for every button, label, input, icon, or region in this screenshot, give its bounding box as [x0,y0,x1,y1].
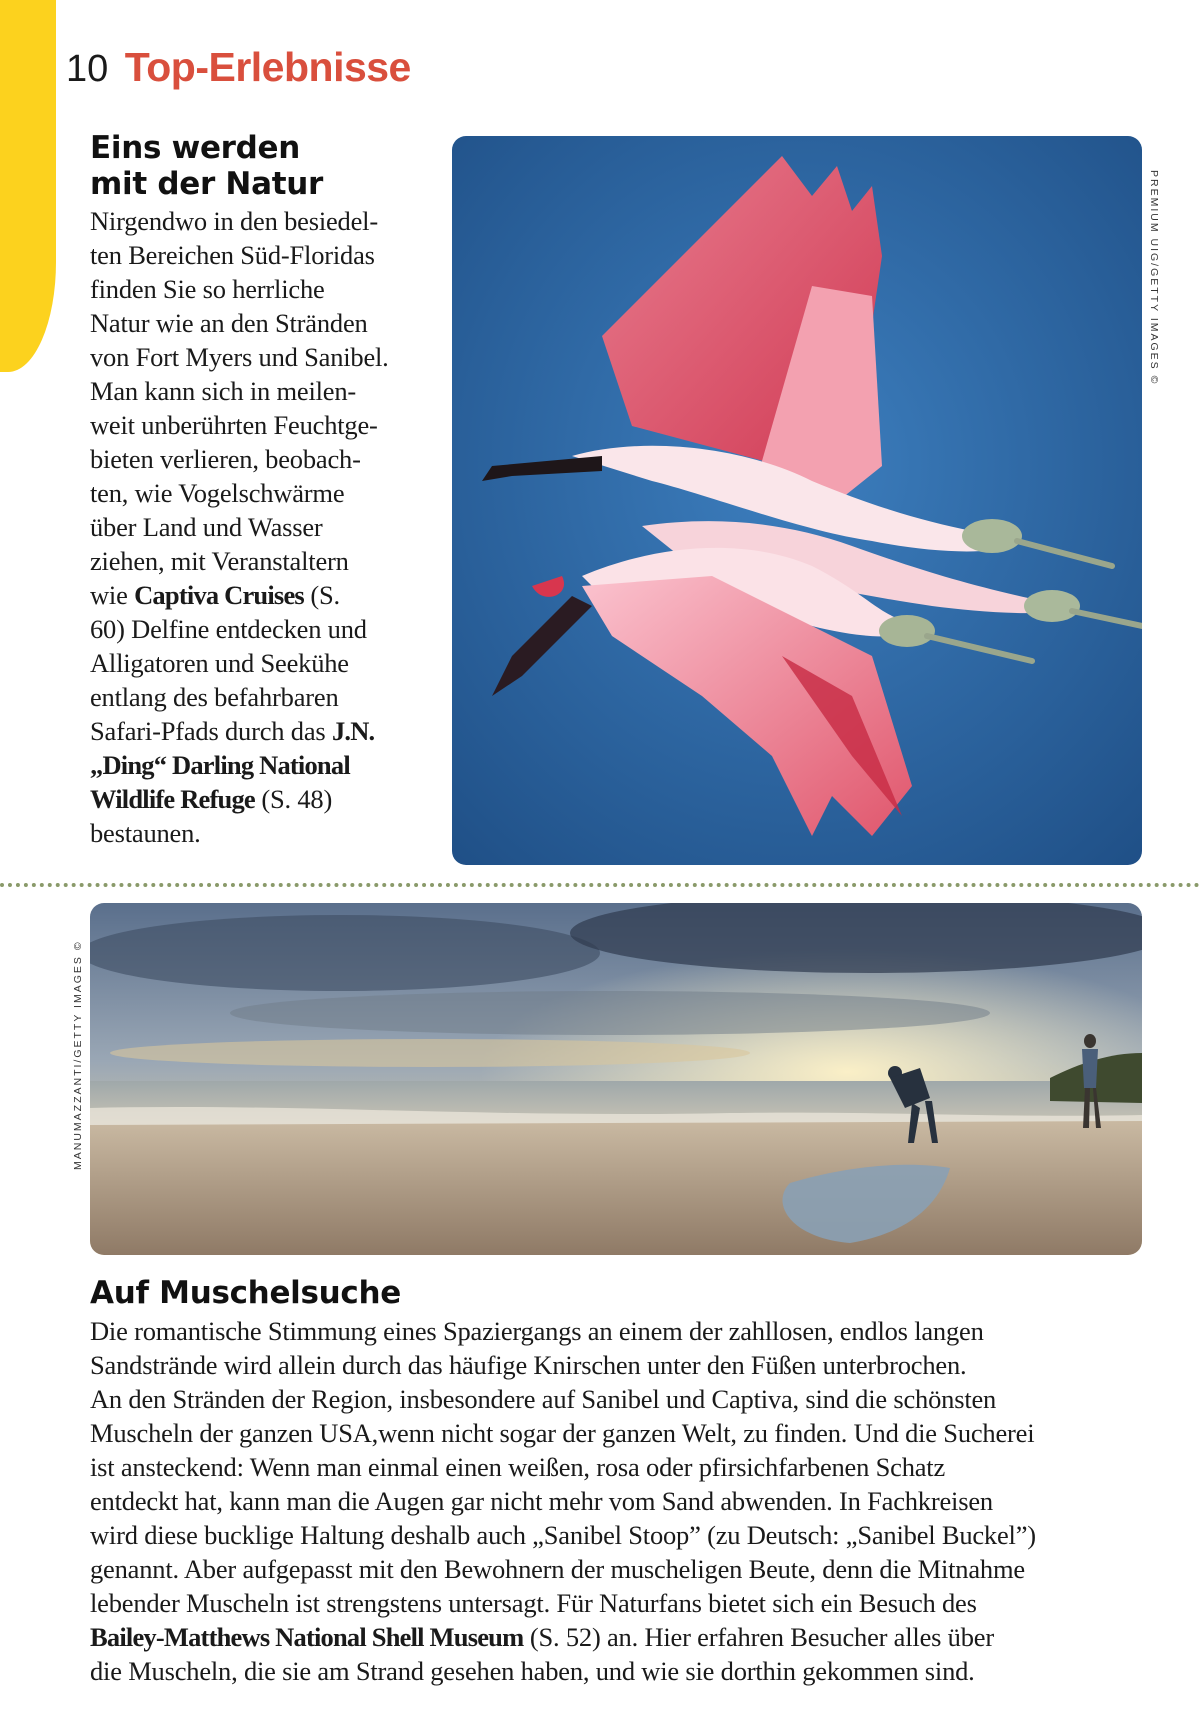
text-line: entlang des befahrbaren [90,682,339,712]
heading-line: Eins werden [90,130,301,166]
text-line: Sandstrände wird allein durch das häufige Knirschen unter den Füßen unterbrochen. [90,1350,967,1380]
text-line: Alligatoren und Seekühe [90,648,349,678]
text-line: über Land und Wasser [90,512,323,542]
text-line: ziehen, mit Veranstaltern [90,546,349,576]
text-line: ist ansteckend: Wenn man einmal einen weißen, rosa oder pfirsichfarbenen Schatz [90,1452,946,1482]
feature-body-nature [90,204,450,850]
text-run: (S. 52) an. Hier erfahren Besucher alles über [523,1622,994,1652]
text-line: Muscheln der ganzen USA,wenn nicht sogar der ganzen Welt, zu finden. Und die Sucherei [90,1418,1035,1448]
beach-illustration [90,903,1142,1255]
text-line: An den Stränden der Region, insbesondere auf Sanibel und Captiva, sind die schönsten [90,1384,997,1414]
highlight-refuge-name: J.N. [331,716,375,746]
text-line [90,748,450,782]
text-run: (S. [303,580,340,610]
text-line: lebender Muscheln ist strengstens untersagt. Für Naturfans bietet sich ein Besuch des [90,1588,977,1618]
page-header [66,44,411,91]
highlight-captiva-cruises: Captiva Cruises [134,580,304,610]
text-line: von Fort Myers und Sanibel. [90,342,389,372]
chapter-tab-marker [0,0,56,372]
text-line: genannt. Aber aufgepasst mit den Bewohnern der muscheligen Beute, denn die Mitnahme [90,1554,1025,1584]
heading-line: mit der Natur [90,166,323,202]
text-run: (S. 48) [254,784,333,814]
text-line: ten Bereichen Süd-Floridas [90,240,375,270]
text-line: finden Sie so herrliche [90,274,325,304]
feature-heading-nature [90,130,450,202]
text-line: 60) Delfine entdecken und [90,614,367,644]
text-line [90,714,450,748]
photo-beach [90,903,1142,1255]
text-line: ten, wie Vogelschwärme [90,478,345,508]
text-line: weit unberührten Feuchtge- [90,410,378,440]
text-line: Natur wie an den Stränden [90,308,368,338]
highlight-refuge-name: Wildlife Refuge [90,784,255,814]
highlight-shell-museum: Bailey-Matthews National Shell Museum [90,1622,524,1652]
text-line: entdeckt hat, kann man die Augen gar nicht mehr vom Sand abwenden. In Fachkreisen [90,1486,993,1516]
text-line: die Muscheln, die sie am Strand gesehen haben, und wie sie dorthin gekommen sind. [90,1656,975,1686]
spoonbills-illustration [452,136,1142,865]
photo-credit-beach: MANUMAZZANTI/GETTY IMAGES © [72,940,84,1170]
photo-spoonbills [452,136,1142,865]
text-line: bieten verlieren, beobach- [90,444,361,474]
text-line: wird diese bucklige Haltung deshalb auch „Sanibel Stoop” (zu Deutsch: „Sanibel Buckel”) [90,1520,1036,1550]
text-line [90,782,450,816]
text-line: Die romantische Stimmung eines Spaziergangs an einem der zahllosen, endlos langen [90,1316,984,1346]
text-line: Nirgendwo in den besiedel- [90,206,378,236]
section-title: Top-Erlebnisse [124,44,411,90]
text-line [90,1620,1150,1654]
page-number: 10 [66,48,109,90]
feature-heading-shells: Auf Muschelsuche [90,1275,401,1311]
text-line [90,578,450,612]
highlight-refuge-name: „Ding“ Darling National [90,750,350,780]
text-line: bestaunen. [90,818,201,848]
text-line: Man kann sich in meilen- [90,376,357,406]
feature-nature [90,130,450,850]
feature-body-shells [90,1314,1150,1688]
section-divider [0,883,1200,887]
photo-credit-birds: PREMIUM UIG/GETTY IMAGES © [1148,170,1160,386]
text-run: wie [90,580,135,610]
text-run: Safari-Pfads durch das [90,716,332,746]
feature-shells [90,1274,1150,1688]
